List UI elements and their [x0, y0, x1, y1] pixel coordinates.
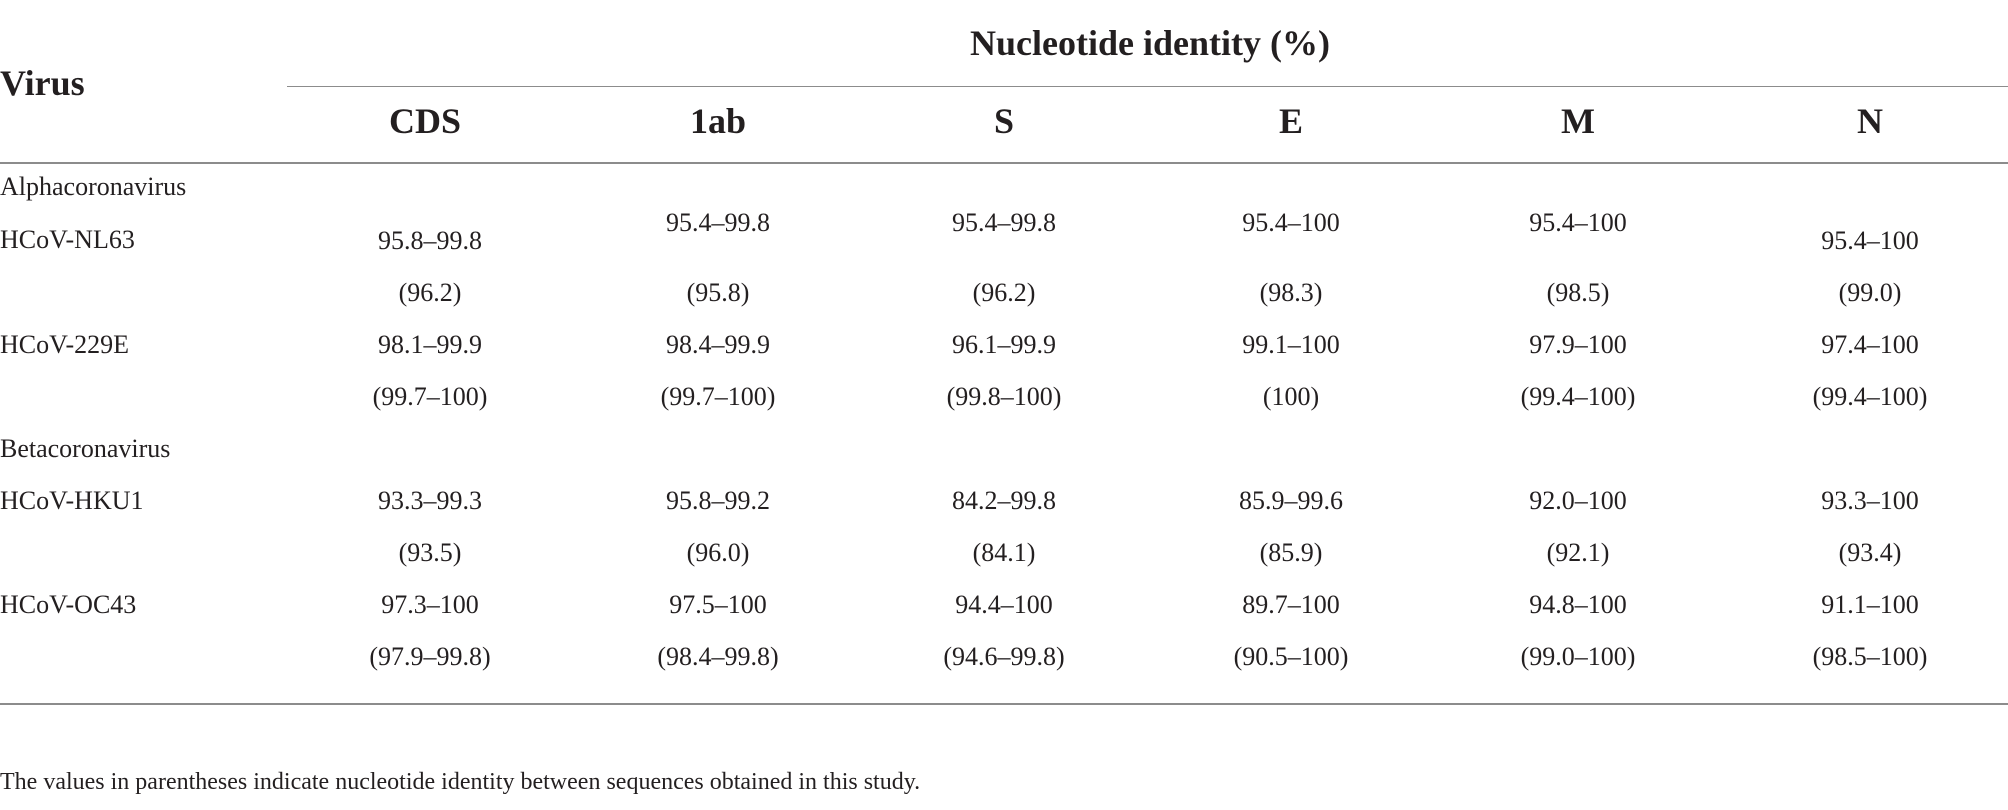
cell-nl63-s-paren: (96.2) — [972, 278, 1036, 307]
cell-hku1-cds-paren: (93.5) — [398, 538, 462, 567]
cell-hku1-n-range: 93.3–100 — [1821, 486, 1919, 515]
column-header-e: E — [1278, 101, 1304, 141]
group-label-alphacoronavirus: Alphacoronavirus — [0, 172, 187, 201]
cell-oc43-m-paren: (99.0–100) — [1520, 642, 1636, 671]
cell-oc43-1ab-paren: (98.4–99.8) — [657, 642, 779, 671]
cell-nl63-n-paren: (99.0) — [1838, 278, 1902, 307]
cell-oc43-n-paren: (98.5–100) — [1812, 642, 1928, 671]
cell-229e-1ab-paren: (99.7–100) — [660, 382, 776, 411]
column-header-m: M — [1561, 101, 1595, 141]
table-bottom-rule — [0, 703, 2008, 705]
cell-hku1-1ab-range: 95.8–99.2 — [666, 486, 770, 515]
cell-nl63-cds-paren: (96.2) — [398, 278, 462, 307]
header-group-rule — [287, 86, 2008, 87]
column-header-1ab: 1ab — [689, 101, 747, 141]
row-label-hcov-nl63: HCoV-NL63 — [0, 225, 135, 254]
cell-nl63-m-range: 95.4–100 — [1529, 208, 1627, 237]
row-label-hcov-hku1: HCoV-HKU1 — [0, 486, 144, 515]
cell-oc43-cds-paren: (97.9–99.8) — [369, 642, 491, 671]
cell-229e-1ab-range: 98.4–99.9 — [666, 330, 770, 359]
cell-oc43-s-paren: (94.6–99.8) — [943, 642, 1065, 671]
table-footnote: The values in parentheses indicate nucleotide identity between sequences obtained in this study. — [0, 769, 921, 795]
cell-hku1-s-range: 84.2–99.8 — [952, 486, 1056, 515]
header-bottom-rule — [0, 162, 2008, 164]
cell-oc43-e-range: 89.7–100 — [1242, 590, 1340, 619]
cell-229e-cds-paren: (99.7–100) — [372, 382, 488, 411]
cell-hku1-cds-range: 93.3–99.3 — [378, 486, 482, 515]
cell-229e-m-range: 97.9–100 — [1529, 330, 1627, 359]
cell-229e-n-paren: (99.4–100) — [1812, 382, 1928, 411]
column-header-cds: CDS — [388, 101, 462, 141]
cell-229e-e-paren: (100) — [1262, 382, 1320, 411]
virus-column-header: Virus — [0, 63, 85, 103]
cell-nl63-m-paren: (98.5) — [1546, 278, 1610, 307]
cell-oc43-n-range: 91.1–100 — [1821, 590, 1919, 619]
group-label-betacoronavirus: Betacoronavirus — [0, 434, 171, 463]
cell-hku1-e-paren: (85.9) — [1259, 538, 1323, 567]
cell-229e-m-paren: (99.4–100) — [1520, 382, 1636, 411]
cell-229e-n-range: 97.4–100 — [1821, 330, 1919, 359]
cell-nl63-e-paren: (98.3) — [1259, 278, 1323, 307]
cell-oc43-e-paren: (90.5–100) — [1233, 642, 1349, 671]
cell-229e-s-paren: (99.8–100) — [946, 382, 1062, 411]
nucleotide-identity-header: Nucleotide identity (%) — [970, 23, 1330, 63]
cell-229e-s-range: 96.1–99.9 — [952, 330, 1056, 359]
cell-nl63-n-range: 95.4–100 — [1821, 226, 1919, 255]
cell-nl63-cds-range: 95.8–99.8 — [378, 226, 482, 255]
column-header-s: S — [993, 101, 1015, 141]
cell-nl63-1ab-range: 95.4–99.8 — [666, 208, 770, 237]
cell-hku1-m-paren: (92.1) — [1546, 538, 1610, 567]
cell-hku1-s-paren: (84.1) — [972, 538, 1036, 567]
cell-oc43-1ab-range: 97.5–100 — [669, 590, 767, 619]
cell-oc43-m-range: 94.8–100 — [1529, 590, 1627, 619]
cell-oc43-cds-range: 97.3–100 — [381, 590, 479, 619]
cell-229e-e-range: 99.1–100 — [1242, 330, 1340, 359]
cell-nl63-s-range: 95.4–99.8 — [952, 208, 1056, 237]
cell-hku1-e-range: 85.9–99.6 — [1239, 486, 1343, 515]
cell-hku1-m-range: 92.0–100 — [1529, 486, 1627, 515]
column-header-n: N — [1857, 101, 1883, 141]
cell-oc43-s-range: 94.4–100 — [955, 590, 1053, 619]
row-label-hcov-oc43: HCoV-OC43 — [0, 590, 137, 619]
cell-nl63-e-range: 95.4–100 — [1242, 208, 1340, 237]
cell-hku1-n-paren: (93.4) — [1838, 538, 1902, 567]
cell-hku1-1ab-paren: (96.0) — [686, 538, 750, 567]
cell-229e-cds-range: 98.1–99.9 — [378, 330, 482, 359]
row-label-hcov-229e: HCoV-229E — [0, 330, 130, 359]
cell-nl63-1ab-paren: (95.8) — [686, 278, 750, 307]
